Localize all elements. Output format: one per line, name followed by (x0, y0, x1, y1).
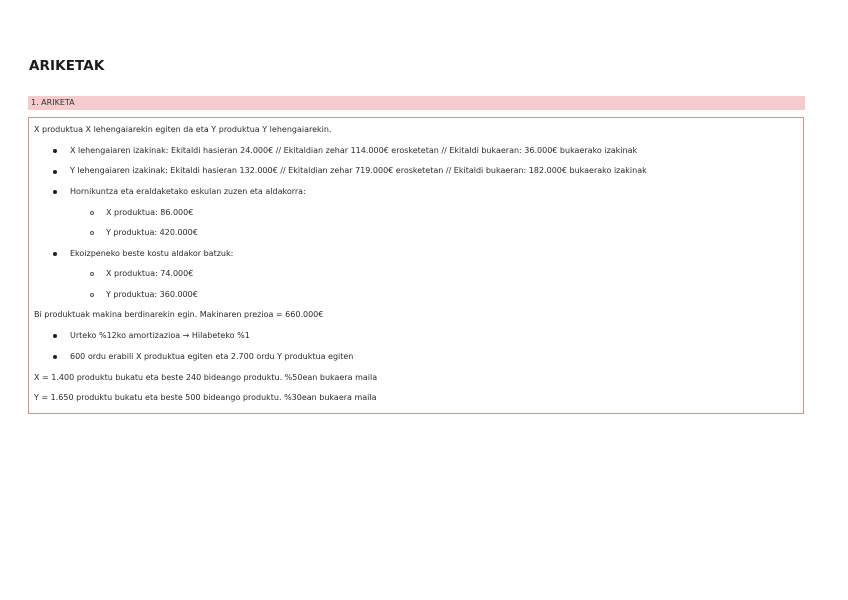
bullet-labor: Hornikuntza eta eraldaketako eskulan zuzen eta aldakorra: (70, 187, 306, 196)
bullet-dot (53, 252, 57, 256)
sub-item-x-costs: X produktua: 74.000€ (106, 269, 194, 278)
exercise-box (28, 117, 804, 414)
sub-item-y-labor: Y produktua: 420.000€ (106, 228, 198, 237)
sub-bullet-circle (90, 231, 94, 235)
bullet-dot (53, 149, 57, 153)
bullet-x-inventory: X lehengaiaren izakinak: Ekitaldi hasieran 24.000€ // Ekitaldian zehar 114.000€ erosketetan // Ekitaldi bukaeran: 36.000€ bukaerako izakinak (70, 146, 638, 155)
bullet-dot (53, 190, 57, 194)
sub-bullet-circle (90, 272, 94, 276)
bullet-dot (53, 355, 57, 359)
bullet-y-inventory: Y lehengaiaren izakinak: Ekitaldi hasieran 132.000€ // Ekitaldian zehar 719.000€ erosketetan // Ekitaldi bukaeran: 182.000€ bukaerako izakinak (70, 166, 647, 175)
sub-bullet-circle (90, 211, 94, 215)
sub-bullet-circle (90, 293, 94, 297)
production-y-text: Y = 1.650 produktu bukatu eta beste 500 bideango produktu. %30ean bukaera maila (34, 393, 377, 402)
bullet-dot (53, 334, 57, 338)
section-label: 1. ARIKETA (31, 98, 75, 107)
document-title: ARIKETAK (29, 58, 105, 74)
machine-text: Bi produktuak makina berdinarekin egin. Makinaren prezioa = 660.000€ (34, 310, 324, 319)
section-header-bar (28, 96, 805, 110)
bullet-other-costs: Ekoizpeneko beste kostu aldakor batzuk: (70, 249, 234, 258)
production-x-text: X = 1.400 produktu bukatu eta beste 240 bideango produktu. %50ean bukaera maila (34, 373, 378, 382)
bullet-hours: 600 ordu erabili X produktua egiten eta 2.700 ordu Y produktua egiten (70, 352, 354, 361)
bullet-amortization: Urteko %12ko amortizazioa → Hilabeteko %1 (70, 331, 250, 340)
sub-item-x-labor: X produktua: 86.000€ (106, 208, 194, 217)
intro-text: X produktua X lehengaiarekin egiten da eta Y produktua Y lehengaiarekin. (34, 125, 332, 134)
sub-item-y-costs: Y produktua: 360.000€ (106, 290, 198, 299)
bullet-dot (53, 170, 57, 174)
